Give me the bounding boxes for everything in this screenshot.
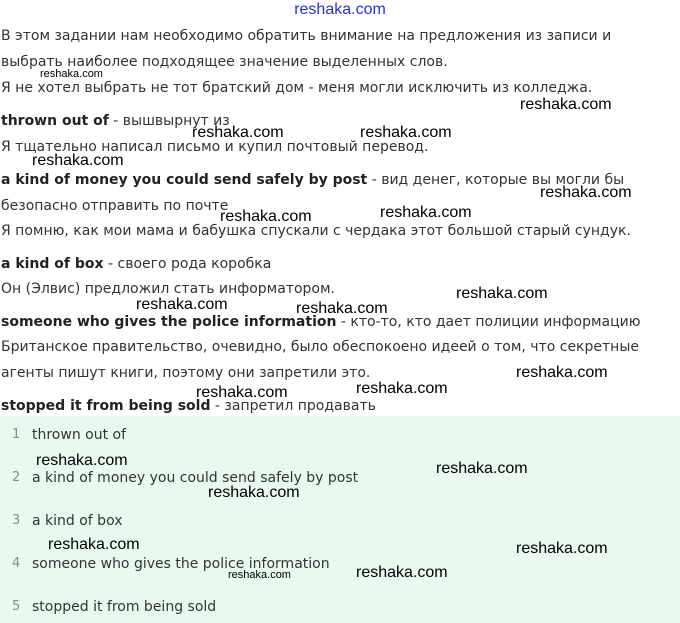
watermark: reshaka.com xyxy=(208,484,300,501)
example-sentence-4: Он (Элвис) предложил стать информатором. xyxy=(1,281,336,297)
example-sentence-1: Я не хотел выбрать не тот братский дом - меня могли исключить из колледжа. xyxy=(1,80,593,96)
answer-number: 3 xyxy=(12,513,21,528)
watermark: reshaka.com xyxy=(456,285,548,302)
watermark: reshaka.com xyxy=(436,460,528,477)
watermark: reshaka.com xyxy=(48,536,140,553)
watermark: reshaka.com xyxy=(228,569,291,581)
meaning-3: - своего рода коробка xyxy=(103,256,272,272)
answer-number: 4 xyxy=(12,556,21,571)
watermark: reshaka.com xyxy=(136,296,228,313)
watermark: reshaka.com xyxy=(196,384,288,401)
watermark: reshaka.com xyxy=(36,452,128,469)
meaning-2: - вид денег, которые вы могли бы xyxy=(367,172,625,188)
watermark: reshaka.com xyxy=(516,364,608,381)
term-definition-2 xyxy=(1,171,624,189)
term-4: someone who gives the police information xyxy=(1,314,337,330)
watermark: reshaka.com xyxy=(360,124,452,141)
example-sentence-3: Я помню, как мои мама и бабушка спускали с чердака этот большой старый сундук. xyxy=(1,223,631,239)
site-watermark-top: reshaka.com xyxy=(294,1,386,18)
answer-text: someone who gives the police information xyxy=(32,556,330,572)
answer-text: stopped it from being sold xyxy=(32,599,217,615)
watermark: reshaka.com xyxy=(520,96,612,113)
meaning-1: - вышвырнут из xyxy=(108,113,230,129)
intro-line-1: В этом задании нам необходимо обратить внимание на предложения из записи и xyxy=(1,28,612,44)
answer-number: 5 xyxy=(12,599,21,614)
answer-number: 1 xyxy=(12,427,21,442)
watermark: reshaka.com xyxy=(32,152,124,169)
example-sentence-5-continued: агенты пишут книги, поэтому они запретили это. xyxy=(1,365,371,381)
watermark: reshaka.com xyxy=(356,380,448,397)
term-1: thrown out of xyxy=(1,113,109,129)
watermark: reshaka.com xyxy=(192,124,284,141)
meaning-4: - кто-то, кто дает полиции информацию xyxy=(336,314,641,330)
watermark: reshaka.com xyxy=(220,208,312,225)
answer-text: a kind of money you could send safely by post xyxy=(32,470,359,486)
example-sentence-5: Британское правительство, очевидно, было обеспокоено идеей о том, что секретные xyxy=(1,339,639,355)
term-definition-3 xyxy=(1,255,271,273)
answer-text: thrown out of xyxy=(32,427,127,443)
watermark: reshaka.com xyxy=(380,204,472,221)
watermark: reshaka.com xyxy=(516,540,608,557)
term-3: a kind of box xyxy=(1,256,104,272)
intro-line-2: выбрать наиболее подходящее значение выделенных слов. xyxy=(1,54,448,70)
term-definition-5 xyxy=(1,397,376,415)
meaning-2-continued: безопасно отправить по почте xyxy=(1,198,229,214)
example-sentence-2: Я тщательно написал письмо и купил почтовый перевод. xyxy=(1,139,429,155)
answer-number: 2 xyxy=(12,470,21,485)
answer-text: a kind of box xyxy=(32,513,123,529)
watermark: reshaka.com xyxy=(40,68,103,80)
watermark: reshaka.com xyxy=(356,564,448,581)
meaning-5: - запретил продавать xyxy=(210,398,376,414)
term-2: a kind of money you could send safely by post xyxy=(1,172,368,188)
watermark: reshaka.com xyxy=(296,300,388,317)
answer-list xyxy=(0,416,680,623)
watermark: reshaka.com xyxy=(540,184,632,201)
term-5: stopped it from being sold xyxy=(1,398,211,414)
